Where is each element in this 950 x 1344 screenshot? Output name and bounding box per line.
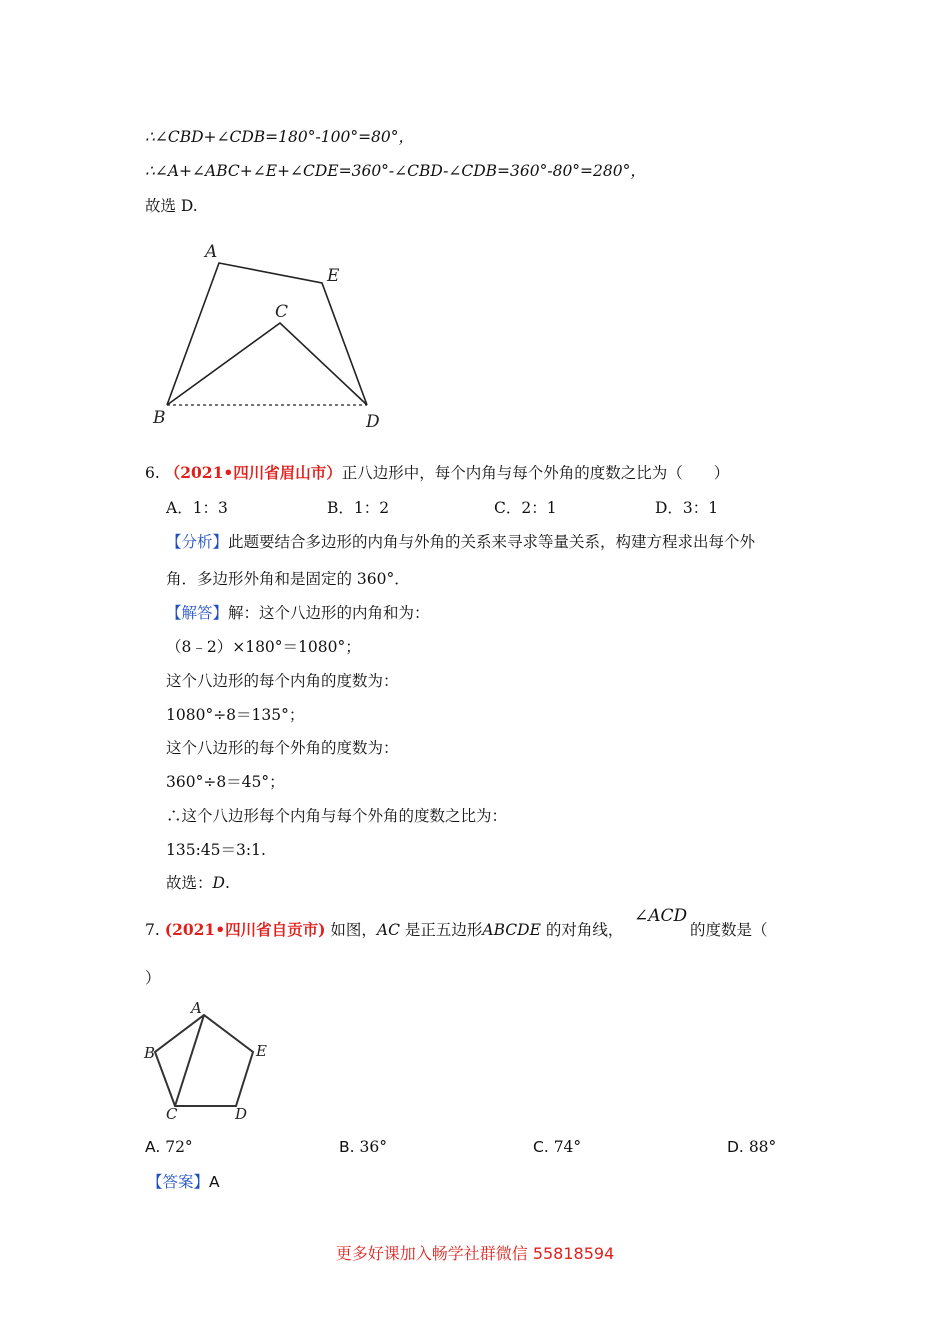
question-7-option-b bbox=[339, 1137, 387, 1157]
footer-promo: 更多好课加入畅学社群微信 55818594 bbox=[335, 1244, 615, 1263]
question-7-stem-2: 是正五边形 bbox=[404, 921, 483, 939]
option-a-letter: A. bbox=[145, 1138, 161, 1156]
question-6-option-b: B．1：2 bbox=[327, 499, 390, 517]
figure-1-label-e: E bbox=[327, 266, 340, 286]
figure-1-label-a: A bbox=[205, 242, 218, 262]
question-7-stem-1: 如图， bbox=[330, 921, 377, 939]
question-7-stem-3: 的对角线， bbox=[545, 921, 624, 939]
question-7-option-c bbox=[533, 1137, 581, 1157]
question-6-option-a: A．1：3 bbox=[166, 499, 228, 517]
figure-1-label-d: D bbox=[366, 412, 380, 432]
question-6-analysis-line-2: 角．多边形外角和是固定的 360°． bbox=[166, 570, 410, 588]
solution-step-7: 135:45＝3:1. bbox=[166, 841, 266, 859]
prev-solution-line-3: 故选 D. bbox=[145, 197, 198, 215]
figure-2-label-b: B bbox=[144, 1044, 156, 1062]
answer-tag: 【答案】 bbox=[147, 1173, 210, 1191]
figure-2-label-e: E bbox=[256, 1042, 267, 1060]
solution-step-5: 360°÷8＝45°； bbox=[166, 773, 285, 791]
prev-solution-line-2: ∴∠A+∠ABC+∠E+∠CDE=360°-∠CBD-∠CDB=360°-80°=280°， bbox=[145, 162, 646, 180]
figure-2-label-a: A bbox=[191, 999, 202, 1017]
question-7-abcde: ABCDE bbox=[482, 921, 541, 939]
question-7-ac: AC bbox=[376, 921, 400, 939]
question-6-option-c: C．2：1 bbox=[494, 499, 557, 517]
solution-step-4: 这个八边形的每个外角的度数为： bbox=[166, 739, 399, 757]
option-d-value: 88° bbox=[748, 1138, 777, 1156]
final-prefix: 故选： bbox=[166, 874, 213, 892]
answer-value: A bbox=[209, 1173, 220, 1191]
option-b-letter: B. bbox=[339, 1138, 355, 1156]
solution-step-1: （8﹣2）×180°＝1080°； bbox=[166, 638, 361, 656]
solution-step-2: 这个八边形的每个内角的度数为： bbox=[166, 672, 399, 690]
question-7-answer-line bbox=[147, 1172, 220, 1192]
option-c-value: 74° bbox=[553, 1138, 582, 1156]
solution-intro: 解：这个八边形的内角和为： bbox=[228, 604, 430, 622]
figure-2-label-d: D bbox=[235, 1105, 248, 1123]
solution-step-3: 1080°÷8＝135°； bbox=[166, 706, 305, 724]
prev-solution-line-1: ∴∠CBD+∠CDB=180°-100°=80°， bbox=[145, 128, 415, 146]
solution-step-6: ∴这个八边形每个内角与每个外角的度数之比为： bbox=[166, 807, 508, 825]
question-7-stem-4: 的度数是（ bbox=[690, 921, 768, 939]
question-7-option-a bbox=[145, 1137, 193, 1157]
solution-tag: 【解答】 bbox=[166, 604, 229, 622]
question-6-option-d: D．3：1 bbox=[655, 499, 719, 517]
pentagon-outline bbox=[155, 1015, 253, 1106]
analysis-text-1: 此题要结合多边形的内角与外角的关系来寻求等量关系，构建方程求出每个外 bbox=[228, 533, 756, 551]
option-c-letter: C. bbox=[533, 1138, 549, 1156]
figure-1-label-b: B bbox=[153, 408, 166, 428]
option-b-value: 36° bbox=[359, 1138, 387, 1156]
option-a-value: 72° bbox=[165, 1138, 193, 1156]
final-suffix: . bbox=[224, 874, 230, 892]
pentagon-diagonal-ac bbox=[175, 1015, 204, 1106]
question-7-option-d bbox=[727, 1137, 776, 1157]
question-7-angle: ∠ACD bbox=[634, 906, 688, 926]
question-7-stem-close: ） bbox=[145, 969, 161, 987]
figure-1-label-c: C bbox=[275, 302, 289, 322]
question-6-source: （2021•四川省眉山市） bbox=[164, 463, 342, 482]
question-7-number: 7. bbox=[145, 921, 160, 939]
analysis-tag: 【分析】 bbox=[166, 533, 229, 551]
final-answer: D bbox=[212, 874, 225, 892]
question-6-number: 6. bbox=[145, 464, 160, 482]
option-d-letter: D. bbox=[727, 1138, 744, 1156]
question-7-source: (2021•四川省自贡市) bbox=[164, 920, 326, 939]
question-6-stem: 正八边形中，每个内角与每个外角的度数之比为（ ） bbox=[341, 464, 730, 482]
figure-2-label-c: C bbox=[166, 1105, 178, 1123]
